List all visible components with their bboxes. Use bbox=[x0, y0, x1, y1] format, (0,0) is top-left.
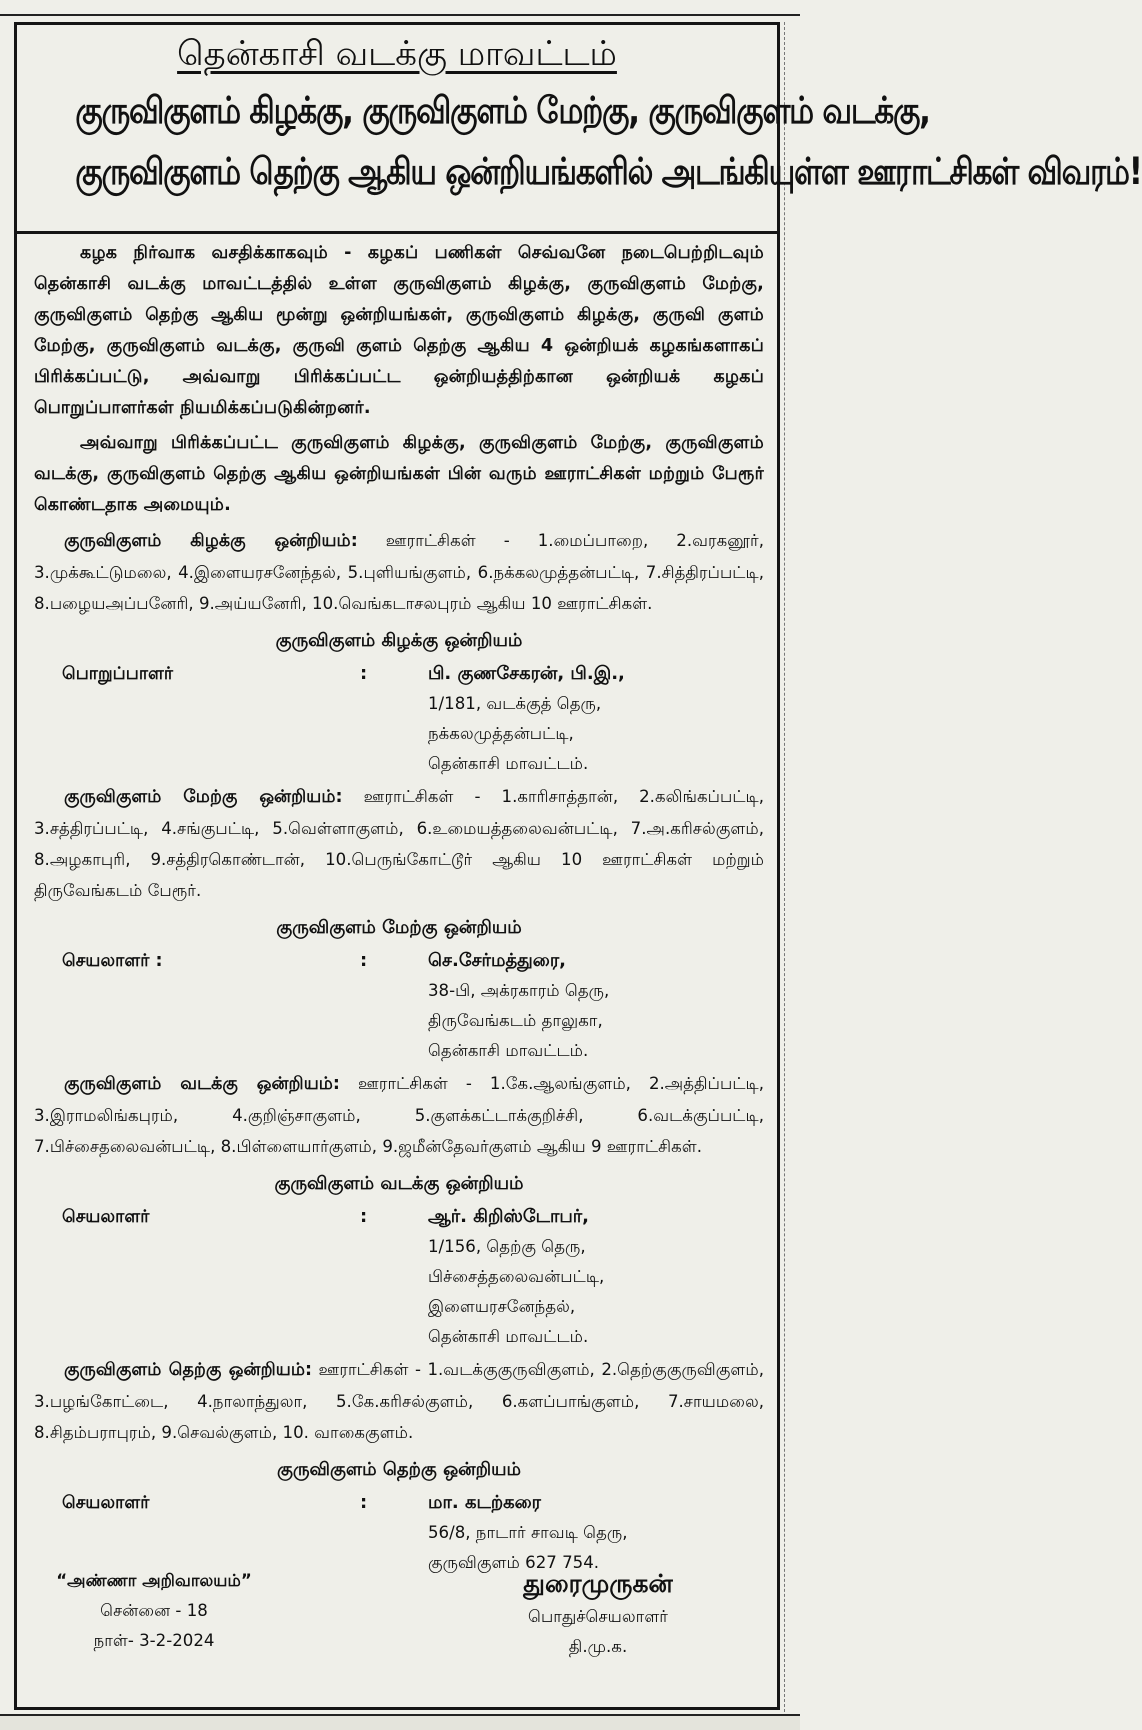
role-label: செயலாளர் bbox=[62, 1493, 150, 1513]
union-north-details bbox=[34, 1068, 764, 1162]
union-panchayats: ஊராட்சிகள் - 1.காரிசாத்தான், 2.கலிங்கப்பட்டி, 3.சத்திரப்பட்டி, 4.சங்குபட்டி, 5.வெள்ளாகுளம், 6.உமையத்தலைவன்பட்டி, 7.அ.கரிசல்குளம், 8.அழகாபுரி, 9.சத்திரகொண்டான், 10.பெருங்கோட்டூர் ஆகிய 10 ஊராட்சிகள் மற்றும் திருவேங்கடம் பேரூர். bbox=[34, 787, 765, 900]
union-south-details bbox=[34, 1354, 764, 1448]
signatory-name: துரைமுருகன் bbox=[523, 1569, 673, 1598]
address-line: தென்காசி மாவட்டம். bbox=[428, 1041, 589, 1060]
union-west-details bbox=[34, 781, 764, 906]
union-label: குருவிகுளம் மேற்கு ஒன்றியம்: bbox=[64, 787, 343, 807]
union-panchayats: ஊராட்சிகள் - 1.மைப்பாறை, 2.வரகனூர், 3.முக்கூட்டுமலை, 4.இளையரசனேந்தல், 5.புளியங்குளம், 6.நக்கலமுத்தன்பட்டி, 7.சித்திரப்பட்டி, 8.பழையஅப்பனேரி, 9.அய்யனேரி, 10.வெங்கடாசலபுரம் ஆகிய 10 ஊராட்சிகள். bbox=[34, 531, 764, 613]
headline-line-2: குருவிகுளம் தெற்கு ஆகிய ஒன்றியங்களில் அடங்கியுள்ள ஊராட்சிகள் விவரம்! bbox=[75, 150, 1142, 193]
signatory-title: பொதுச்செயலாளர் bbox=[528, 1607, 668, 1626]
address-line: 56/8, நாடார் சாவடி தெரு, bbox=[428, 1523, 628, 1542]
notice-header bbox=[14, 22, 1142, 234]
address-line: தென்காசி மாவட்டம். bbox=[428, 754, 589, 773]
adjacent-column-edge bbox=[784, 22, 801, 1712]
intro-paragraph-2: அவ்வாறு பிரிக்கப்பட்ட குருவிகுளம் கிழக்கு, குருவிகுளம் மேற்கு, குருவிகுளம் வடக்கு, குருவிகுளம் தெற்கு ஆகிய ஒன்றியங்கள் பின் வரும் ஊராட்சிகள் மற்றும் பேரூர் கொண்டதாக அமையும். bbox=[34, 433, 764, 515]
union-office-bearer bbox=[34, 659, 764, 779]
union-heading: குருவிகுளம் மேற்கு ஒன்றியம் bbox=[276, 917, 522, 938]
union-office-bearer bbox=[34, 1202, 764, 1352]
office-block bbox=[54, 1566, 254, 1656]
party-name: தி.மு.க. bbox=[568, 1637, 628, 1656]
union-heading: குருவிகுளம் தெற்கு ஒன்றியம் bbox=[276, 1459, 522, 1480]
bottom-rule bbox=[0, 1714, 800, 1730]
bearer-name: மா. கடற்கரை bbox=[428, 1492, 541, 1513]
bearer-name: பி. குணசேகரன், பி.இ., bbox=[428, 663, 625, 684]
address-line: குருவிகுளம் 627 754. bbox=[428, 1553, 600, 1572]
union-panchayats: ஊராட்சிகள் - 1.வடக்குகுருவிகுளம், 2.தெற்குகுருவிகுளம், 3.பழங்கோட்டை, 4.நாலாந்துலா, 5.கே.கரிசல்குளம், 6.களப்பாங்குளம், 7.சாயமலை, 8.சிதம்பராபுரம், 9.செவல்குளம், 10. வாகைகுளம். bbox=[34, 1360, 764, 1442]
office-city: சென்னை - 18 bbox=[100, 1601, 208, 1620]
union-heading: குருவிகுளம் கிழக்கு ஒன்றியம் bbox=[275, 630, 523, 651]
role-label: பொறுப்பாளர் bbox=[62, 664, 174, 684]
notice-body bbox=[34, 238, 764, 1578]
union-office-bearer bbox=[34, 946, 764, 1066]
union-label: குருவிகுளம் வடக்கு ஒன்றியம்: bbox=[64, 1074, 340, 1094]
office-name: “அண்ணா அறிவாலயம்” bbox=[56, 1571, 252, 1590]
address-line: 38-பி, அக்ரகாரம் தெரு, bbox=[428, 981, 610, 1000]
signature-block bbox=[488, 1566, 708, 1662]
address-line: தென்காசி மாவட்டம். bbox=[428, 1327, 589, 1346]
union-east-details bbox=[34, 525, 764, 619]
district-title: தென்காசி வடக்கு மாவட்டம் bbox=[177, 34, 617, 74]
address-line: நக்கலமுத்தன்பட்டி, bbox=[428, 724, 574, 743]
union-label: குருவிகுளம் கிழக்கு ஒன்றியம்: bbox=[64, 531, 358, 551]
address-line: இளையரசனேந்தல், bbox=[428, 1297, 576, 1316]
address-line: திருவேங்கடம் தாலுகா, bbox=[428, 1011, 603, 1030]
role-colon: : bbox=[360, 1206, 368, 1227]
role-colon: : bbox=[360, 950, 368, 971]
top-rule bbox=[0, 0, 800, 16]
address-line: பிச்சைத்தலைவன்பட்டி, bbox=[428, 1267, 605, 1286]
union-panchayats: ஊராட்சிகள் - 1.கே.ஆலங்குளம், 2.அத்திப்பட்டி, 3.இராமலிங்கபுரம், 4.குறிஞ்சாகுளம், 5.குளக்கட்டாக்குறிச்சி, 6.வடக்குப்பட்டி, 7.பிச்சைதலைவன்பட்டி, 8.பிள்ளையார்குளம், 9.ஜமீன்தேவர்குளம் ஆகிய 9 ஊராட்சிகள். bbox=[34, 1074, 765, 1156]
notice-footer bbox=[14, 1566, 780, 1706]
union-label: குருவிகுளம் தெற்கு ஒன்றியம்: bbox=[64, 1360, 313, 1380]
intro-paragraph-1: கழக நிர்வாக வசதிக்காகவும் - கழகப் பணிகள் செவ்வனே நடைபெற்றிடவும் தென்காசி வடக்கு மாவட்டத்தில் உள்ள குருவிகுளம் கிழக்கு, குருவிகுளம் மேற்கு, குருவிகுளம் தெற்கு ஆகிய மூன்று ஒன்றியங்கள், குருவிகுளம் கிழக்கு, குருவி குளம் மேற்கு, குருவிகுளம் வடக்கு, குருவி குளம் தெற்கு ஆகிய 4 ஒன்றியக் கழகங்களாகப் பிரிக்கப்பட்டு, அவ்வாறு பிரிக்கப்பட்ட ஒன்றியத்திற்கான ஒன்றியக் கழகப் பொறுப்பாளர்கள் நியமிக்கப்படுகின்றனர். bbox=[34, 243, 764, 418]
union-heading: குருவிகுளம் வடக்கு ஒன்றியம் bbox=[274, 1173, 524, 1194]
union-office-bearer bbox=[34, 1488, 764, 1578]
role-colon: : bbox=[360, 663, 368, 684]
notice-date: நாள்- 3-2-2024 bbox=[93, 1631, 215, 1650]
bearer-name: ஆர். கிறிஸ்டோபர், bbox=[428, 1206, 589, 1227]
role-colon: : bbox=[360, 1492, 368, 1513]
role-label: செயலாளர் bbox=[62, 1207, 150, 1227]
headline-line-1: குருவிகுளம் கிழக்கு, குருவிகுளம் மேற்கு, குருவிகுளம் வடக்கு, bbox=[75, 89, 930, 132]
role-label: செயலாளர் : bbox=[62, 951, 163, 971]
address-line: 1/156, தெற்கு தெரு, bbox=[428, 1237, 586, 1256]
address-line: 1/181, வடக்குத் தெரு, bbox=[428, 694, 602, 713]
bearer-name: செ.சேர்மத்துரை, bbox=[428, 950, 566, 971]
